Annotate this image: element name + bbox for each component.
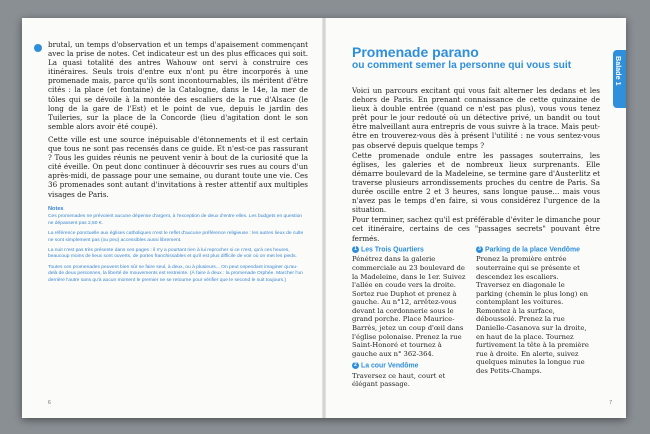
- note-item: La nuit n'est pas très présente dans ces pages : il n'y a pourtant rien à lui reprocher si ce n'est, qu'à ces heures, beaucoup moins de lieux sont ouverts, de portes franchissables et qu'il est plus difficile de voir où on met les pieds.: [48, 248, 297, 260]
- page-title: Promenade parano: [352, 44, 479, 60]
- stop-name: Parking de la place Vendôme: [485, 246, 580, 254]
- stops-column-left: [352, 246, 468, 393]
- paragraph: Voici un parcours excitant qui vous fait alterner les dedans et les dehors de Paris. En prenant connaissance de cette quinzaine de lieux à double entrée (quand ce n'est pas plus), vous vous tenez prêt pour le jour redouté où un détective privé, un bandit ou tout être malveillant aura entrepris de vous suivre à la trace. Mais peut-être en trouverez-vous dès à présent l'utilité : ne vous sentez-vous pas observé depuis quelque temps ?: [352, 86, 600, 150]
- stop-number-icon: 1: [352, 246, 359, 253]
- stop-text: Prenez la première entrée souterraine qui se présente et descendez les escaliers. Traversez en diagonale le parking (chemin le plus long) en contemplant les voitures. Remontez à la surface, déboussolé. Prenez la rue Danielle-Casanova sur la droite, en haut de la place. Tournez furtivement la tête à la première rue à droite. En alerte, suivez quelques minutes la longue rue des Petits-Champs.: [476, 255, 589, 376]
- paragraph: Cette ville est une source inépuisable d'étonnements et il est certain que tous ne sont pas recensés dans ce guide. Et n'est-ce pas rassurant ? Tous les guides réunis ne peuvent venir à bout de la curiosité que la cité éveille. On peut donc continuer à découvrir ses rues au cours d'un après-midi, de passage pour une semaine, ou durant toute une vie. Ces 36 promenades sont autant d'invitations à rester attentif aux multiples visages de Paris.: [48, 134, 308, 199]
- page-number-right: 7: [609, 400, 612, 406]
- blue-bullet-icon: [34, 44, 42, 52]
- note-item: Ces promenades ne prévoient aucune dépense d'argent, à l'exception de deux d'entre elles. Les budgets en question ne dépassent pas 2,50 €.: [48, 214, 303, 226]
- chapter-tab: [613, 50, 626, 108]
- stop-text: Pénétrez dans la galerie commerciale au 23 boulevard de la Madeleine, dans le 1er. Suivez l'allée en coude vers la droite. Sortez rue Duphot et prenez à gauche. Au n°12, arrêtez-vous devant la cordonnerie sous le grand porche. Place Maurice-Barrès, jetez un coup d'œil dans l'église polonaise. Prenez la rue Saint-Honoré et tournez à gauche aux n° 362-364.: [352, 255, 466, 358]
- note-item: Toutes ces promenades peuvent bien sûr se faire seul, à deux, ou à plusieurs... On peut cependant imaginer qu'au-delà de deux personnes, la liberté de mouvements est restreinte. (À faire à deux : la promenade Orphée. Marcher l'un derrière l'autre sans qu'à aucun moment le premier ne se retourne pour vérifier que le second le suit toujours.): [48, 264, 303, 283]
- paragraph: brutal, un temps d'observation et un temps d'apaisement commençant avec la prise de notes. Cet indicateur est un des plus efficaces qui soit. La quasi totalité des antres Wahouw ont servi à construire ces itinéraires. Seuls trois d'entre eux n'ont pu être incorporés à une promenade mais, parce qu'ils sont incontournables, ils méritent d'être cités : la place (et fontaine) de la Catalogne, dans le 14e, la mer de tôles qui se dévoile à la montée des escaliers de la rue d'Alsace (le long de la gare de l'Est) et le point de vue, depuis le jardin des Tuileries, sur la place de la Concorde (lieu d'agitation dont le son semble alors avoir été coupé).: [48, 40, 308, 131]
- stop-number-icon: 3: [476, 246, 483, 253]
- stop-name: La cour Vendôme: [361, 362, 419, 370]
- stop-heading: [352, 246, 468, 254]
- page-subtitle: ou comment semer la personne qui vous suit: [352, 60, 572, 71]
- chapter-tab-label: Balade 1: [614, 56, 623, 86]
- right-page: [326, 18, 626, 418]
- stop-heading: [476, 246, 592, 254]
- left-page: [22, 18, 322, 418]
- notes-title: Notes: [48, 206, 64, 212]
- stop-number-icon: 2: [352, 362, 359, 369]
- book-spread: [22, 18, 626, 418]
- stop-heading: [352, 362, 468, 370]
- stop-text: Traversez ce haut, court et élégant passage.: [352, 371, 446, 389]
- paragraph: Cette promenade ondule entre les passages souterrains, les églises, les galeries et de nombreux lieux surprenants. Elle démarre boulevard de la Madeleine, se termine gare d'Austerlitz et traverse plusieurs arrondissements proches du centre de Paris. Sa durée oscille entre 2 et 3 heures, sans longue pause... mais vous n'avez pas le temps d'en faire, si vous considérez l'urgence de la situation.: [352, 150, 600, 215]
- intro-text: [352, 86, 600, 244]
- notes-block: [48, 206, 306, 288]
- left-body-text: [48, 40, 308, 203]
- paragraph: Pour terminer, sachez qu'il est préférable d'éviter le dimanche pour cet itinéraire, certains de ces "passages secrets" pouvant être fermés.: [352, 215, 600, 243]
- stop-name: Les Trois Quartiers: [361, 246, 424, 254]
- stops-column-right: [476, 246, 592, 380]
- page-number-left: 6: [48, 400, 51, 406]
- note-item: La référence ponctuelle aux églises catholiques n'est le reflet d'aucune préférence religieuse : les autres lieux de culte ne sont simplement pas (ou peu) accessibles aussi librement.: [48, 231, 304, 243]
